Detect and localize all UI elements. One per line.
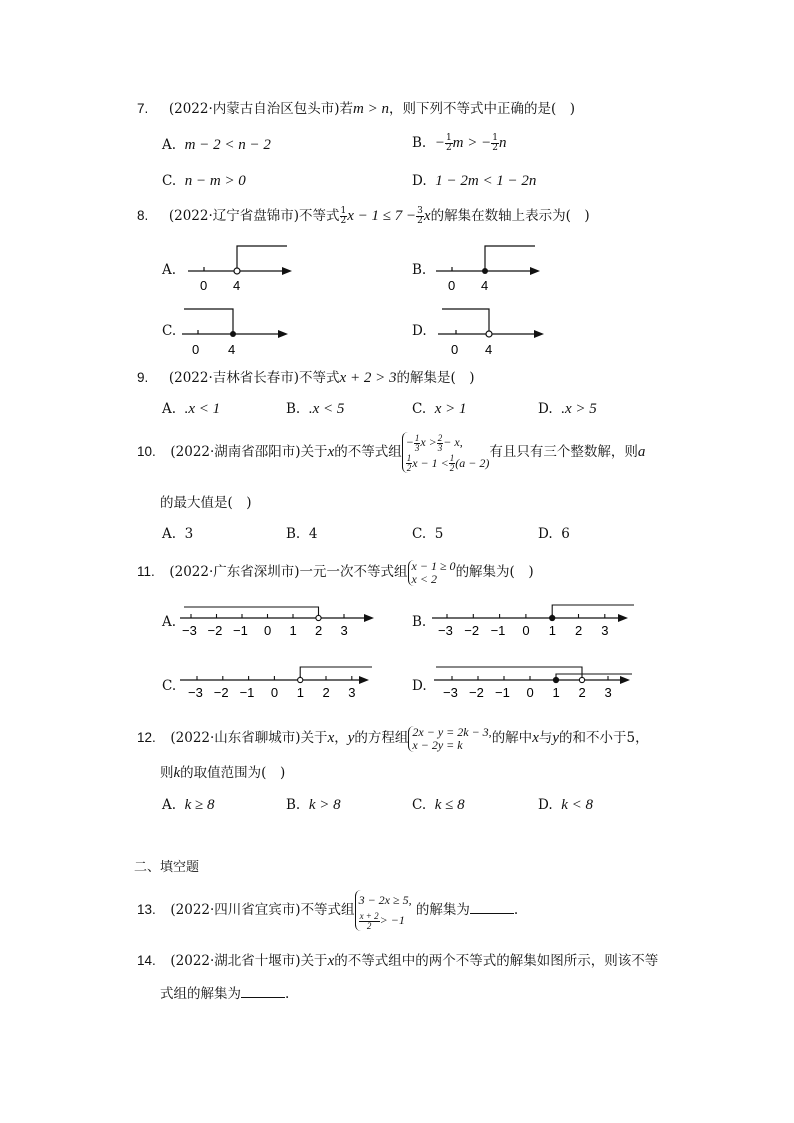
option-text: 4	[308, 526, 318, 542]
tick-label: 0	[264, 623, 272, 638]
number-line-b	[428, 240, 548, 296]
stem-text: 不等式组	[300, 902, 355, 918]
math-var: x	[327, 953, 335, 969]
question-number: 10.	[137, 444, 156, 459]
question-source: (2022·广东省深圳市)	[169, 564, 300, 580]
question-source: (2022·内蒙古自治区包头市)	[168, 101, 340, 117]
question-source: (2022·湖南省邵阳市)	[170, 444, 301, 460]
closed-point	[553, 677, 558, 682]
answer-blank[interactable]	[241, 985, 285, 998]
question-7-stem	[137, 100, 575, 118]
option-text: k > 8	[308, 797, 341, 813]
tick-label: 2	[575, 623, 583, 638]
tick-label: −2	[469, 685, 484, 700]
question-14-stem	[137, 952, 658, 970]
option-text: k ≥ 8	[184, 797, 215, 813]
option-label: C.	[162, 678, 177, 694]
option-label: D.	[412, 173, 427, 189]
option-label: B.	[412, 614, 427, 630]
number-line-c	[176, 660, 381, 704]
equation-system	[408, 726, 491, 752]
question-number: 9.	[137, 370, 149, 385]
tick-label: 0	[192, 342, 200, 357]
system-row-2: x − 2y = k	[412, 737, 463, 752]
stem-text: 的和不小于5，	[559, 730, 649, 746]
tick-label: 3	[348, 685, 356, 700]
question-number: 14.	[137, 953, 156, 968]
option-label: D.	[412, 678, 427, 694]
tick-label: −2	[213, 685, 229, 700]
option-text: k < 8	[561, 797, 594, 813]
option-label: C.	[162, 173, 177, 189]
number-line-d	[432, 301, 552, 359]
question-12-line2: 则k的取值范围为( )	[160, 765, 286, 781]
option-c[interactable]	[412, 525, 443, 543]
section-title: 二、填空题	[134, 859, 200, 874]
math-var: x	[532, 730, 539, 746]
math-expression: x − 1 ≤ 7 −	[347, 208, 417, 224]
math-var: y	[552, 730, 560, 746]
option-label: D.	[538, 401, 553, 417]
option-d[interactable]	[538, 796, 593, 814]
stem-text: 一元一次不等式组	[299, 564, 408, 580]
option-text: 5	[434, 526, 444, 542]
option-c[interactable]	[162, 677, 176, 695]
option-label: C.	[412, 797, 427, 813]
stem-text: 不等式	[299, 208, 340, 224]
system-row-2: $\frac{1}{2}$ x − 1 < $\frac{1}{2}$ (a − 2)	[406, 453, 490, 474]
option-text: x > 1	[434, 401, 467, 417]
system-row-1: 2x − y = 2k − 3,	[412, 724, 492, 739]
option-c[interactable]	[162, 172, 246, 190]
option-a[interactable]	[162, 136, 271, 154]
option-text: k ≤ 8	[434, 797, 465, 813]
answer-blank[interactable]	[470, 901, 514, 914]
option-label: D.	[412, 323, 427, 339]
math-expression: x + 2 > 3	[339, 370, 397, 386]
inequality-system	[402, 432, 490, 474]
axis-arrow	[620, 676, 630, 684]
tick-label: −3	[182, 623, 197, 638]
inequality-system	[408, 560, 456, 586]
tick-label: 4	[485, 342, 493, 357]
option-text: n − m > 0	[184, 173, 246, 189]
open-point	[298, 677, 303, 682]
option-a[interactable]	[162, 261, 176, 279]
tick-label: 1	[548, 623, 556, 638]
tick-label: 4	[228, 342, 236, 357]
tick-label: 2	[322, 685, 330, 700]
stem-text: 的方程组	[354, 730, 409, 746]
stem-text: .	[513, 902, 519, 918]
system-row-2: x < 2	[411, 571, 437, 586]
option-a[interactable]	[162, 613, 176, 631]
open-point	[579, 677, 584, 682]
tick-label: 3	[601, 623, 609, 638]
option-b[interactable]	[412, 613, 426, 631]
fraction: $\frac{3}{2}$	[417, 206, 423, 226]
tick-label: −3	[438, 623, 453, 638]
tick-label: −1	[490, 623, 506, 638]
stem-text: 关于	[300, 444, 328, 460]
math-var: a	[637, 444, 646, 460]
number-line-a	[176, 598, 381, 642]
option-b[interactable]	[286, 400, 344, 418]
option-c[interactable]	[412, 400, 467, 418]
stem-text: 关于	[300, 730, 328, 746]
option-text: 3	[184, 526, 194, 542]
stem-text: 与	[538, 730, 553, 746]
option-label: B.	[286, 797, 301, 813]
tick-label: 1	[289, 623, 297, 638]
tick-label: −1	[495, 685, 510, 700]
option-label: A.	[162, 797, 177, 813]
tick-label: 0	[526, 685, 534, 700]
option-d[interactable]	[538, 400, 597, 418]
option-a[interactable]	[162, 400, 220, 418]
stem-text: 的解中	[491, 730, 533, 746]
option-text: 6	[561, 526, 570, 542]
option-a[interactable]	[162, 525, 193, 543]
option-label: B.	[286, 526, 301, 542]
question-number: 8.	[137, 208, 149, 223]
question-9-stem	[137, 369, 475, 387]
math-var: y	[347, 730, 355, 746]
tick-label: 3	[340, 623, 348, 638]
math-expression: x	[423, 208, 431, 224]
option-label: A.	[162, 262, 177, 278]
option-text: m − 2 < n − 2	[184, 137, 271, 153]
axis-arrow	[364, 614, 374, 622]
question-14-line2: 式组的解集为 .	[160, 986, 290, 1002]
question-source: (2022·吉林省长春市)	[168, 370, 300, 386]
option-c[interactable]	[162, 322, 176, 340]
tick-label: 4	[481, 278, 489, 293]
axis-arrow	[359, 676, 369, 684]
stem-text: 的不等式组	[334, 444, 402, 460]
closed-point	[550, 615, 555, 620]
option-text: .x < 5	[308, 401, 345, 417]
stem-text: 的解集是( )	[396, 370, 475, 386]
math-var: x	[327, 444, 335, 460]
inequality-system	[355, 890, 412, 931]
tick-label: 0	[451, 342, 459, 357]
math-var: x	[327, 730, 335, 746]
option-label: D.	[538, 526, 553, 542]
question-11-stem	[137, 558, 534, 586]
system-row-1: x − 1 ≥ 0	[411, 558, 456, 573]
system-row-1: 3 − 2x ≥ 5,	[358, 893, 412, 908]
system-row-2: $\frac{x + 2}{2}$ > −1	[359, 910, 405, 931]
stem-text: 不等式	[299, 370, 340, 386]
option-label: A.	[162, 401, 177, 417]
system-row-1: − $\frac{1}{3}$ x > $\frac{2}{3}$ − x,	[405, 432, 463, 453]
question-number: 13.	[137, 902, 156, 917]
option-text: −	[434, 135, 445, 151]
option-label: A.	[162, 614, 177, 630]
fraction: $\frac{1}{2}$	[445, 133, 452, 153]
tick-label: 0	[448, 278, 456, 293]
tick-label: 3	[604, 685, 612, 700]
option-a[interactable]	[162, 796, 215, 814]
fraction: $\frac{1}{2}$	[492, 133, 498, 153]
fraction: $\frac{1}{2}$	[340, 206, 347, 226]
solution-ray	[184, 607, 319, 618]
open-point	[316, 615, 321, 620]
math-expression: m > n	[353, 101, 390, 117]
tick-label: −2	[464, 623, 480, 638]
number-line-d	[428, 660, 638, 704]
option-d[interactable]	[412, 322, 427, 340]
tick-label: 0	[270, 685, 279, 700]
question-number: 12.	[137, 730, 156, 745]
stem-text: 的解集为	[415, 902, 470, 918]
option-text: n	[498, 135, 507, 151]
question-12-stem	[137, 724, 649, 752]
option-c[interactable]	[412, 796, 465, 814]
option-label: A.	[162, 137, 177, 153]
option-text: .x > 5	[561, 401, 597, 417]
axis-arrow	[618, 614, 628, 622]
option-b[interactable]	[286, 525, 317, 543]
question-number: 11.	[137, 564, 155, 579]
option-b[interactable]	[286, 796, 341, 814]
option-label: D.	[538, 797, 553, 813]
tick-label: 2	[315, 623, 323, 638]
tick-label: −1	[233, 623, 248, 638]
stem-text: 的不等式组中的两个不等式的解集如图所示，则该不等	[334, 953, 659, 969]
tick-label: −3	[443, 685, 458, 700]
question-10-stem	[137, 428, 645, 476]
option-label: B.	[412, 135, 427, 151]
question-number: 7.	[137, 101, 149, 116]
question-source: (2022·四川省宜宾市)	[170, 902, 301, 918]
question-13-stem	[137, 888, 518, 932]
question-source: (2022·山东省聊城市)	[170, 730, 301, 746]
tick-label: −3	[188, 685, 203, 700]
option-d[interactable]	[412, 172, 536, 190]
option-b[interactable]	[412, 261, 426, 279]
stem-text: 关于	[300, 953, 328, 969]
option-label: C.	[412, 526, 427, 542]
stem-text: 的解集为( )	[455, 564, 534, 580]
tick-label: −1	[239, 685, 255, 700]
stem-text: 若	[339, 101, 354, 117]
option-label: B.	[412, 262, 427, 278]
number-line-c	[176, 301, 296, 359]
number-line-b	[428, 598, 638, 642]
option-label: C.	[412, 401, 427, 417]
stem-text: ，则下列不等式中正确的是( )	[389, 101, 576, 117]
tick-label: −2	[207, 623, 223, 638]
question-10-line2: 的最大值是( )	[160, 495, 252, 511]
stem-text: ，	[334, 730, 348, 746]
option-d[interactable]	[412, 677, 427, 695]
option-d[interactable]	[538, 525, 570, 543]
question-source: (2022·湖北省十堰市)	[170, 953, 301, 969]
option-label: C.	[162, 323, 177, 339]
option-label: B.	[286, 401, 301, 417]
tick-label: 4	[233, 278, 241, 293]
tick-label: 1	[296, 685, 304, 700]
tick-label: 0	[522, 623, 530, 638]
question-source: (2022·辽宁省盘锦市)	[168, 208, 300, 224]
option-label: A.	[162, 526, 177, 542]
number-line-a	[180, 240, 300, 296]
option-text: m > −	[452, 135, 492, 151]
option-text: .x < 1	[184, 401, 221, 417]
option-text: 1 − 2m < 1 − 2n	[435, 173, 537, 189]
tick-label: 1	[552, 685, 560, 700]
stem-text: 的解集在数轴上表示为( )	[430, 208, 590, 224]
tick-label: 2	[578, 685, 586, 700]
stem-text: 有且只有三个整数解，则	[489, 444, 638, 460]
option-b[interactable]	[412, 134, 506, 153]
tick-label: 0	[200, 278, 208, 293]
question-8-stem	[137, 207, 590, 226]
